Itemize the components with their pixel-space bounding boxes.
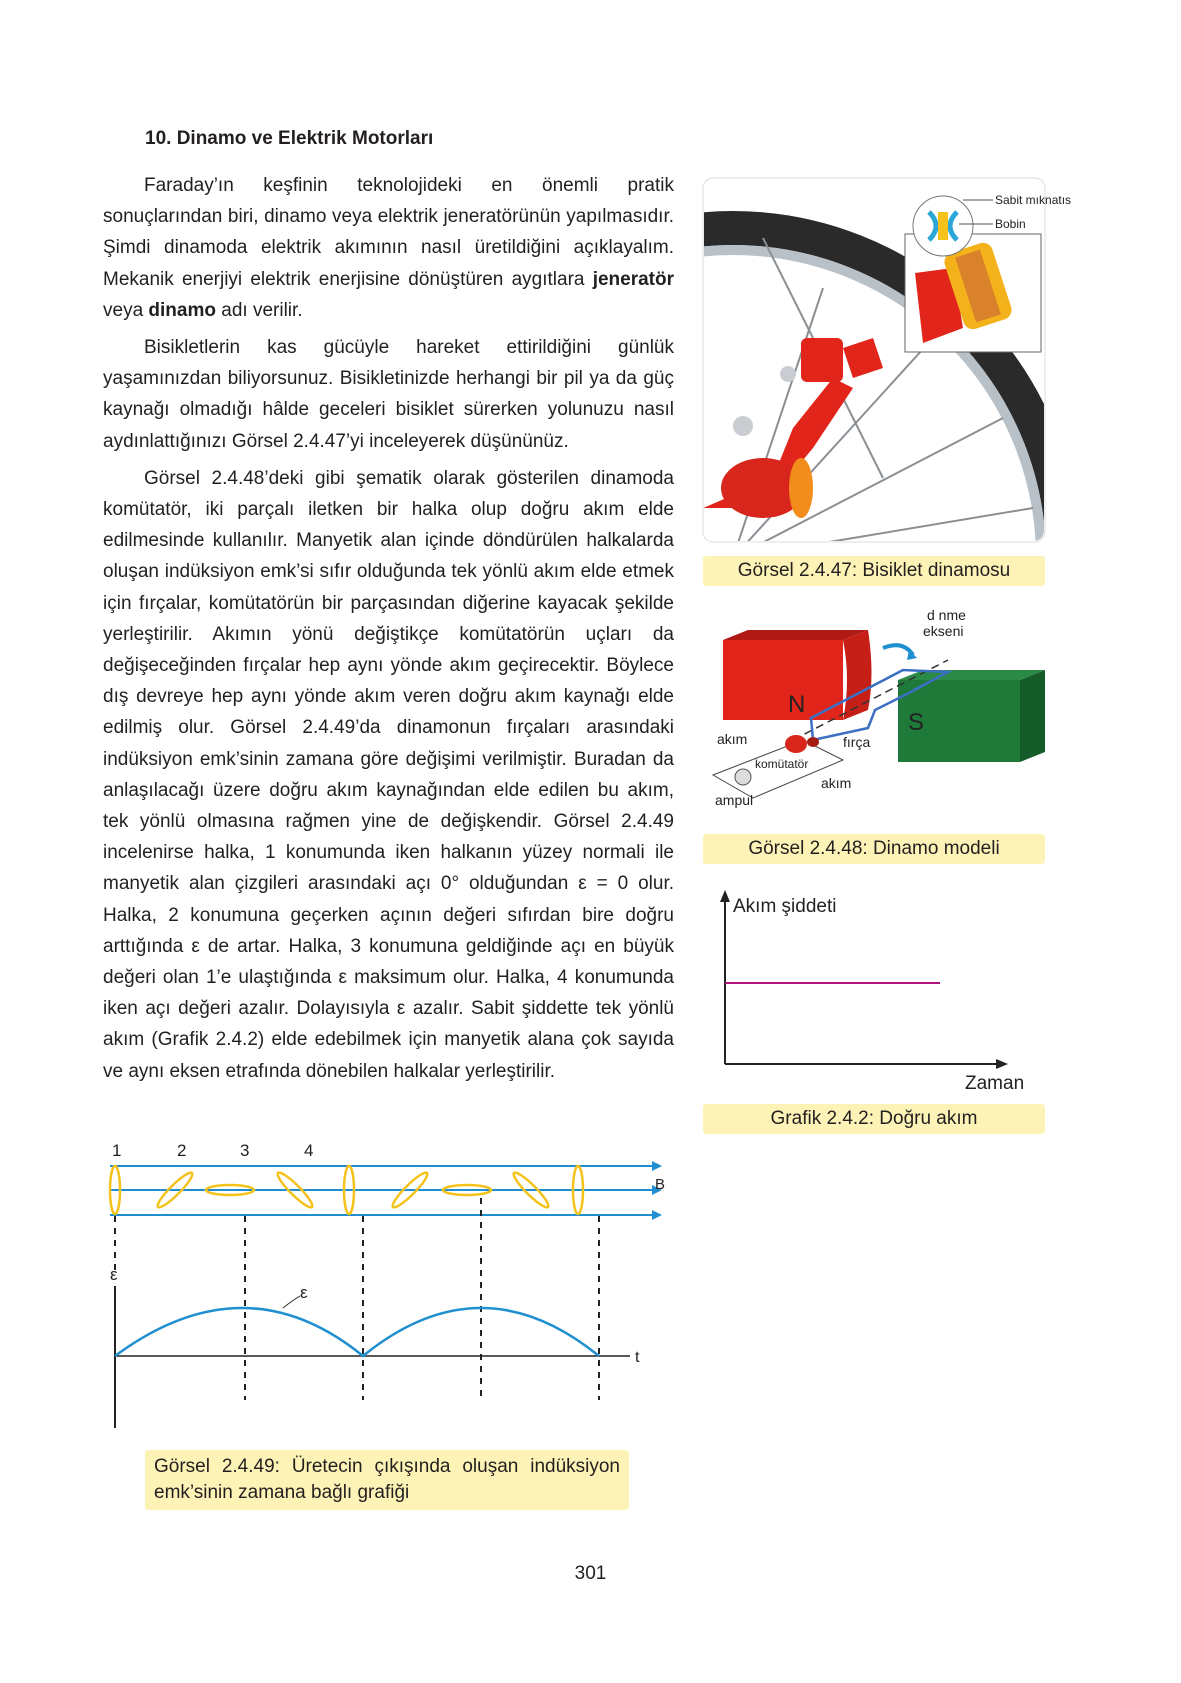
field-label: B — [655, 1176, 666, 1193]
paragraph-2: Bisikletlerin kas gücüyle hareket ettirildiğini günlük yaşamınızdan biliyorsunuz. Bisikletinizde herhangi bir pil ya da güç kaynağı olmadığı hâlde geceleri bisiklet sürerken yolunuzu nasıl aydınlattığınızı Görsel 2.4.47’yi inceleyerek düşününüz. — [103, 337, 674, 452]
emf-axis-label: ε — [110, 1265, 118, 1284]
time-axis-label: t — [635, 1349, 640, 1366]
position-label-3: 3 — [240, 1141, 250, 1160]
label-current-1: akım — [717, 731, 748, 747]
position-label-2: 2 — [177, 1141, 187, 1160]
curve-label: ε — [300, 1283, 308, 1302]
caption-emf-graph: Görsel 2.4.49: Üretecin çıkışında oluşan indüksiyon emk’sinin zamana bağlı grafiği — [145, 1450, 629, 1510]
position-label-4: 4 — [304, 1141, 314, 1160]
caption-dynamo-model: Görsel 2.4.48: Dinamo modeli — [703, 834, 1045, 864]
dc-current-graph — [715, 888, 1035, 1098]
dynamo-model-figure — [703, 600, 1053, 830]
paragraph-1: Faraday’ın keşfinin teknolojideki en önemli pratik sonuçlarından biri, dinamo veya elektrik jeneratörünün yapılmasıdır. Şimdi dinamoda elektrik akımının nasıl üretildiğini açıklayalım. Mekanik enerjiyi elektrik enerjisine dönüştüren aygıtlara jeneratör veya dinamo adı verilir. — [103, 175, 674, 321]
label-current-2: akım — [821, 775, 852, 791]
label-fixed-magnet: Sabit mıknatıs — [995, 193, 1072, 207]
caption-dc-graph: Grafik 2.4.2: Doğru akım — [703, 1104, 1045, 1134]
label-axis-1: d nme — [927, 607, 966, 623]
page-number: 301 — [574, 1563, 607, 1584]
bicycle-dynamo-figure — [703, 178, 1072, 542]
pole-s: S — [908, 709, 925, 736]
position-label-1: 1 — [112, 1141, 122, 1160]
label-brush: fırça — [843, 734, 871, 750]
label-commutator: komütatör — [755, 757, 809, 771]
time-markers — [115, 1198, 599, 1400]
paragraph-3: Görsel 2.4.48’deki gibi şematik olarak gösterilen dinamoda komütatör, iki parçalı iletken bir halka olup doğru akım elde edilmesinde kullanılır. Manyetik alan içinde döndürülen halkalarda oluşan indüksiyon emk’si sıfır olduğunda tek yönlü akım elde etmek için fırçalar, komütatörün bir parçasından diğerine kayacak şekilde yerleştirilir. Akımın yönü değiştikçe komütatörün uçları da değişeceğinden fırçalar hep aynı yönde akım geçirecektir. Böylece dış devreye hep aynı yönde akım veren doğru akım kaynağı elde edilmiş olur. Görsel 2.4.49’da dinamonun fırçaları arasındaki indüksiyon emk’sinin zamana göre değişimi verilmiştir. Buradan da anlaşılacağı üzere doğru akım kaynağından elde edilen bu akım, tek yönlü olmasına rağmen yine de değişkendir. Görsel 2.4.49 incelenirse halka, 1 konumunda iken halkanın yüzey normali ile manyetik alan çizgileri arasındaki açı 0° olduğundan ε = 0 olur. Halka, 2 konumuna geçerken açının değeri sıfırdan bire doğru arttığında ε de artar. Halka, 3 konumuna geldiğinde açı en büyük değeri olan 1’e ulaştığında ε maksimum olur. Halka, 4 konumunda iken açı değeri azalır. Dolayısıyla ε azalır. Sabit şiddette tek yönlü akım (Grafik 2.4.2) elde edebilmek için manyetik alana çok sayıda ve aynı eksen etrafında dönebilen halkalar yerleştirilir. — [103, 467, 674, 1082]
emf-curve — [115, 1308, 599, 1356]
north-magnet-icon — [723, 640, 843, 720]
section-title: 10. Dinamo ve Elektrik Motorları — [145, 128, 434, 149]
pole-n: N — [788, 691, 806, 718]
emf-time-figure — [100, 1138, 680, 1438]
y-axis-label: Akım şiddeti — [733, 896, 837, 917]
commutator-icon — [785, 735, 807, 753]
label-bulb: ampul — [715, 792, 754, 808]
bulb-icon — [735, 769, 751, 785]
body-text — [103, 170, 674, 1093]
x-axis-label: Zaman — [965, 1073, 1025, 1094]
label-axis-2: ekseni — [923, 623, 964, 639]
label-coil: Bobin — [995, 217, 1026, 231]
caption-bike-dynamo: Görsel 2.4.47: Bisiklet dinamosu — [703, 556, 1045, 586]
